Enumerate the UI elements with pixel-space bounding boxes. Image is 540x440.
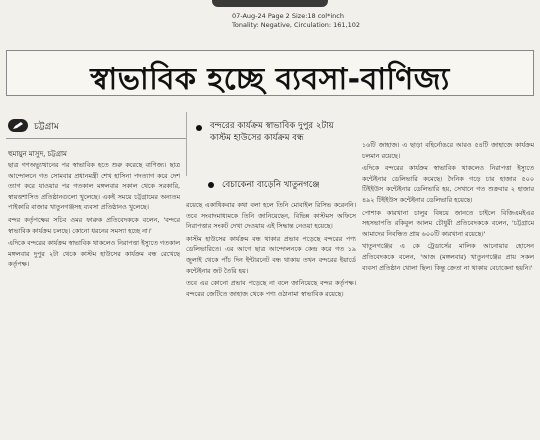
paragraph: এদিকে বন্দরের কার্যক্রম স্বাভাবিক থাকলেও নিরাপত্তা ইস্যুতে কন্টেইনার ডেলিভারি কমেছে। দৈনিক গড়ে চার হাজার ৫০০ টিইইউস কন্টেইনার ডেলিভারি হয়, সেখানে গত শুক্রবার ২ হাজার ৪৯২ টিইইউস কন্টেইনার ডেলিভারি হয়েছে। — [362, 164, 534, 204]
pen-icon — [8, 119, 28, 132]
article-column-3 — [362, 140, 534, 440]
bullet-icon — [196, 125, 202, 131]
headline: স্বাভাবিক হচ্ছে ব্যবসা-বাণিজ্য — [90, 62, 450, 97]
paragraph: খাতুনগঞ্জের এ কে ট্রেডার্সের মালিক আনোয়ার হোসেন প্রতিবেদককে বলেন, 'আজ (মঙ্গলবার) খাতুনগঞ্জের প্রায় সকল ব্যবসা প্রতিষ্ঠান খোলা ছিল। কিন্তু ক্রেতা না থাকায় বেচাকেনা হয়নি।' — [362, 242, 534, 272]
meta-line-tonality: Tonality: Negative, Circulation: 161,102 — [232, 21, 360, 29]
paragraph: রয়েছে একাধিকবার কথা বলা হলে তিনি মোবাইল রিসিভ করেননি। তবে সংবাদমাধ্যমকে তিনি জানিয়েছেন, বিভিন্ন কাস্টমস অফিসে নিরাপত্তার সংকট দেখা দেওয়ায় এই সিদ্ধান্ত নেওয়া হয়েছে। — [186, 201, 356, 231]
location-row — [6, 118, 186, 134]
divider — [6, 138, 186, 139]
highlight-text-1: বন্দরের কার্যক্রম স্বাভাবিক দুপুর ২টায় কাস্টম হাউসের কার্যক্রম বন্ধ — [210, 121, 334, 143]
newspaper-logo — [212, 0, 328, 7]
article-column-2 — [186, 200, 356, 440]
paragraph: ১৬টি জাহাজ। এ ছাড়া বহির্নোঙরে আরও ৫৪টি জাহাজে কার্যক্রম চলমান রয়েছে। — [362, 141, 534, 160]
paragraph: পোশাক কারখানা চালুর বিষয়ে জানতে চাইলে বিজিএমইএর সহসভাপতি রকিবুল আলম চৌধুরী প্রতিবেদককে বলেন, 'চট্টগ্রামে আমাদের নিবন্ধিত প্রায় ৬০০টি কারখানা রয়েছে।' — [362, 208, 534, 238]
paragraph: এদিকে বন্দরের কার্যক্রম স্বাভাবিক থাকলেও নিরাপত্তা ইস্যুতে গতকাল মঙ্গলবার দুপুর ২টা থেকে কাস্টম হাউসের কার্যক্রম বন্ধ রেখেছে কর্তৃপক্ষ। — [8, 239, 180, 269]
highlight-text-2-label: বেচাকেনা বাড়েনি খাতুনগঞ্জে — [222, 180, 320, 190]
highlight-box — [186, 112, 356, 176]
paragraph: ছাত্র গণঅভ্যুত্থানের পর স্বাভাবিক হতে শুরু করেছে বাণিজ্য। ছাত্র আন্দোলনে গত সোমবার প্রধানমন্ত্রী শেখ হাসিনা পদত্যাগ করে দেশ ত্যাগ করে যাওয়ার পর গতকাল মঙ্গলবার সকাল থেকে সরকারি, স্বায়ত্তশাসিত প্রতিষ্ঠানগুলো খুলেছে। একই সময়ে চট্টগ্রামের অন্যতম পাইকারি বাজার খাতুনগঞ্জসহ ব্যবসা প্রতিষ্ঠানও খুলেছে। — [8, 161, 180, 212]
paragraph: তবে এর কোনো প্রভাব পড়েছে না বলে জানিয়েছে বন্দর কর্তৃপক্ষ। বন্দরের জেটিতে জাহাজ থেকে পণ্য ওঠানামা স্বাভাবিক রয়েছে। — [186, 279, 356, 298]
meta-line-date: 07-Aug-24 Page 2 Size:18 col*inch — [232, 12, 344, 20]
masthead — [0, 0, 540, 8]
location-label: চট্টগ্রাম — [34, 122, 59, 132]
article-column-1 — [8, 160, 180, 440]
paragraph: কাস্টম হাউসের কার্যক্রম বন্ধ থাকার প্রভাব পড়েছে বন্দরের পণ্য ডেলিভারিতে। এর আগে ছাত্র আন্দোলনকে কেন্দ্র করে গত ১৯ জুলাই থেকে পাঁচ দিন ইন্টারনেট বন্ধ থাকায় তখন বন্দরের ইয়ার্ডে কন্টেইনার জট তৈরি হয়। — [186, 234, 356, 275]
headline-box — [6, 50, 534, 96]
highlight-text-2 — [190, 178, 319, 192]
byline: হুমায়ুন মাসুদ, চট্টগ্রাম — [8, 150, 67, 158]
clipping-meta — [232, 12, 360, 30]
paragraph: বন্দর কর্তৃপক্ষের সচিব ওমর ফারুক প্রতিবেদককে বলেন, 'বন্দরে স্বাভাবিক কার্যক্রম চলছে। কোনো ধরনের সমস্যা হচ্ছে না।' — [8, 215, 180, 235]
bullet-icon — [208, 182, 214, 188]
highlight-divider — [186, 112, 187, 176]
